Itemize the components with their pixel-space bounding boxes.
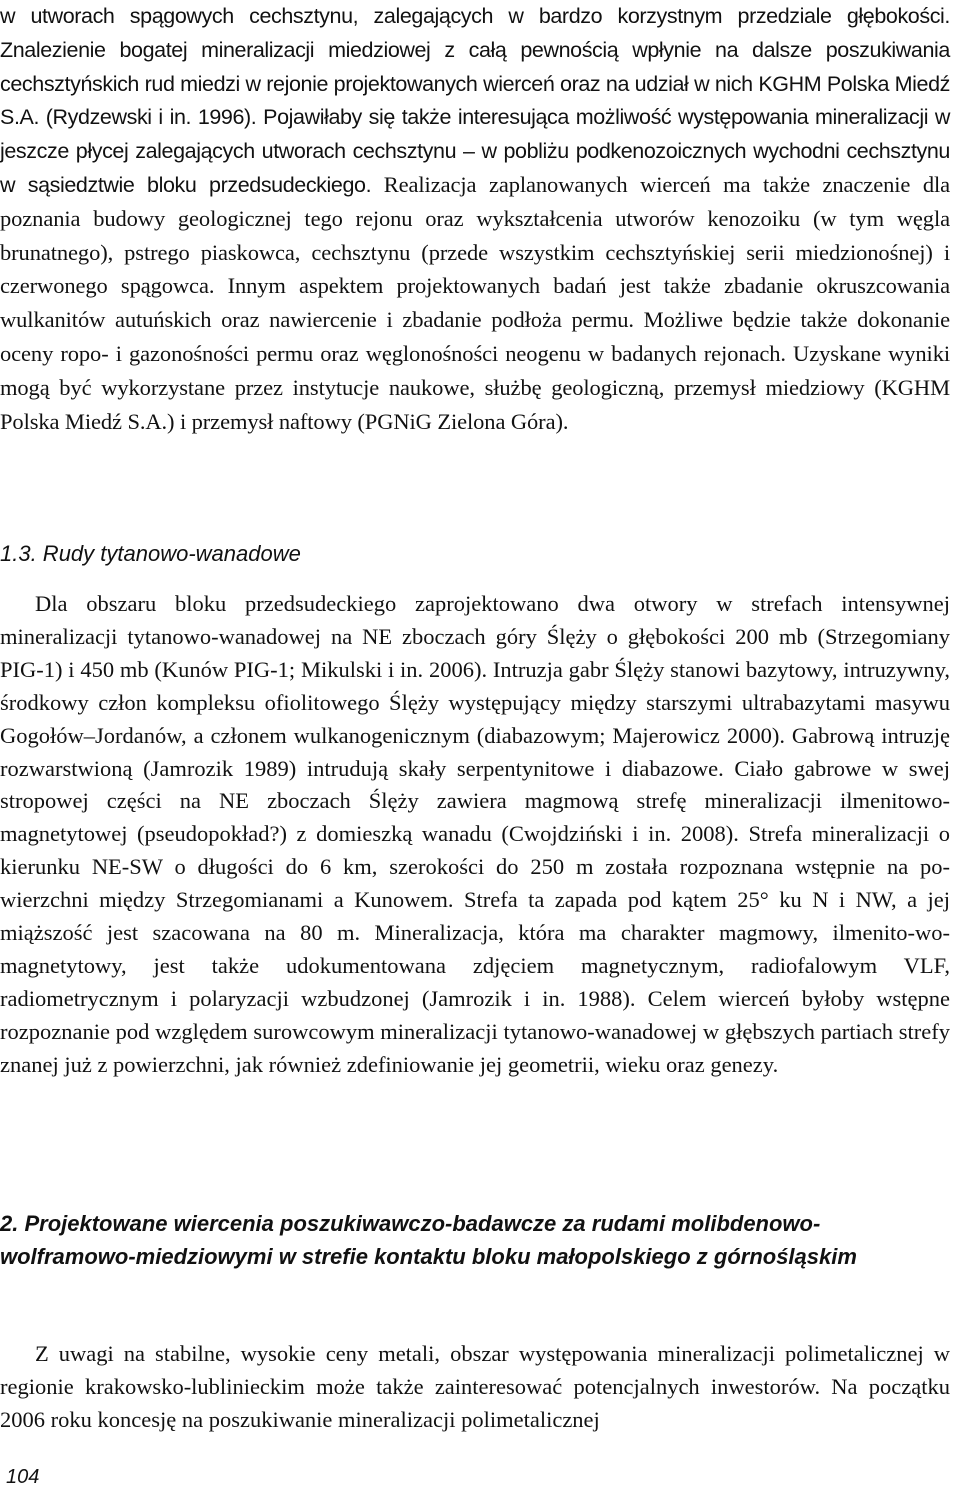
paragraph-1-sans-part: w utworach spągowych cechsztynu, zalegających w bardzo korzystnym przedziale głębokości. Znalezienie bogatej mineralizacji miedziowej z całą pewnością wpłynie na dalsze poszukiwania cechsztyńskich rud miedzi w rejonie projektowanych wierceń oraz na udział w nich KGHM Polska Miedź S.A. (Rydzewski i in. 1996). Pojawiłaby się także interesująca możliwość występowania mineralizacji w jeszcze płycej zalegających utworach cechsztynu – w pobliżu podkenozoicznych wychodni cechsztynu w sąsiedztwie bloku przedsudeckiego. (0, 4, 950, 197)
section-2-heading-wrap (0, 1208, 940, 1273)
section-2-heading: 2. Projektowane wiercenia poszukiwawczo-badawcze za rudami molibdenowo-wolframowo-miedziowymi w strefie kontaktu bloku małopolskiego z górnośląskim (0, 1211, 857, 1269)
section-1-3-heading: 1.3. Rudy tytanowo-wanadowe (0, 541, 301, 566)
paragraph-1 (0, 0, 950, 439)
section-1-3-paragraph: Dla obszaru bloku przedsudeckiego zaprojektowano dwa otwory w strefach intensywnej mineralizacji tytanowo-wanadowej na NE zboczach góry Ślęży o głębokości 200 mb (Strzegomiany PIG-1) i 450 mb (Kunów PIG-1; Mikulski i in. 2006). Intruzja gabr Ślęży stanowi bazytowy, intruzywny, środkowy człon kompleksu ofiolitowego Ślęży występujący między starszymi ultrabazytami masywu Gogołów–Jordanów, a członem wulkanogenicznym (diabazowym; Majerowicz 2000). Gabrową intruzję rozwarstwioną (Jamrozik 1989) intrudują skały serpentynitowe i diabazowe. Ciało gabrowe w swej stropowej części na NE zboczach Ślęży zawiera magmową strefę mineralizacji ilmenitowo-magnetytowej (pseudopokład?) z domieszką wanadu (Cwojdziński i in. 2008). Strefa mineralizacji o kierunku NE-SW o długości do 6 km, szerokości do 250 m została rozpoznana wstępnie na po- wierzchni między Strzegomianami a Kunowem. Strefa ta zapada pod kątem 25° ku N i NW, a jej miąższość jest szacowana na 80 m. Mineralizacja, która ma charakter magmowy, ilmenito-wo-magnetytowy, jest także udokumentowana zdjęciem magnetycznym, radiofalowym VLF, radiometrycznym i polaryzacji wzbudzonej (Jamrozik i in. 1988). Celem wierceń byłoby wstępne rozpoznanie pod względem surowcowym mineralizacji tytanowo-wanadowej w głębszych partiach strefy znanej już z powierzchni, jak również zdefiniowanie jej geometrii, wieku oraz genezy. (0, 591, 950, 1077)
section-2-body (0, 1338, 950, 1437)
section-1-3-body (0, 588, 950, 1082)
section-1-3-heading-wrap (0, 540, 301, 568)
paragraph-continuation (0, 0, 950, 439)
section-2-paragraph: Z uwagi na stabilne, wysokie ceny metali, obszar występowania mineralizacji polimetalicznej w regionie krakowsko-lublinieckim może także zainteresować potencjalnych inwestorów. Na początku 2006 roku koncesję na poszukiwanie mineralizacji polimetalicznej (0, 1341, 950, 1432)
page-number: 104 (6, 1466, 40, 1488)
paragraph-1-serif-part: Realizacja zaplanowanych wierceń ma także znaczenie dla poznania budowy geologicznej tego rejonu oraz wykształcenia utworów kenozoiku (w tym węgla brunatnego), pstrego piaskowca, cechsztynu (przede wszystkim cechsztyńskiej serii miedzionośnej) i czerwonego spągowca. Innym aspektem projektowanych badań jest także zbadanie okruszcowania wulkanitów autuńskich oraz nawiercenie i zbadanie podłoża permu. Możliwe będzie także dokonanie oceny ropo- i gazonośności permu oraz węglonośności neogenu w badanych rejonach. Uzyskane wyniki mogą być wykorzystane przez instytucje naukowe, służbę geologiczną, przemysł miedziowy (KGHM Polska Miedź S.A.) i przemysł naftowy (PGNiG Zielona Góra). (0, 171, 951, 434)
